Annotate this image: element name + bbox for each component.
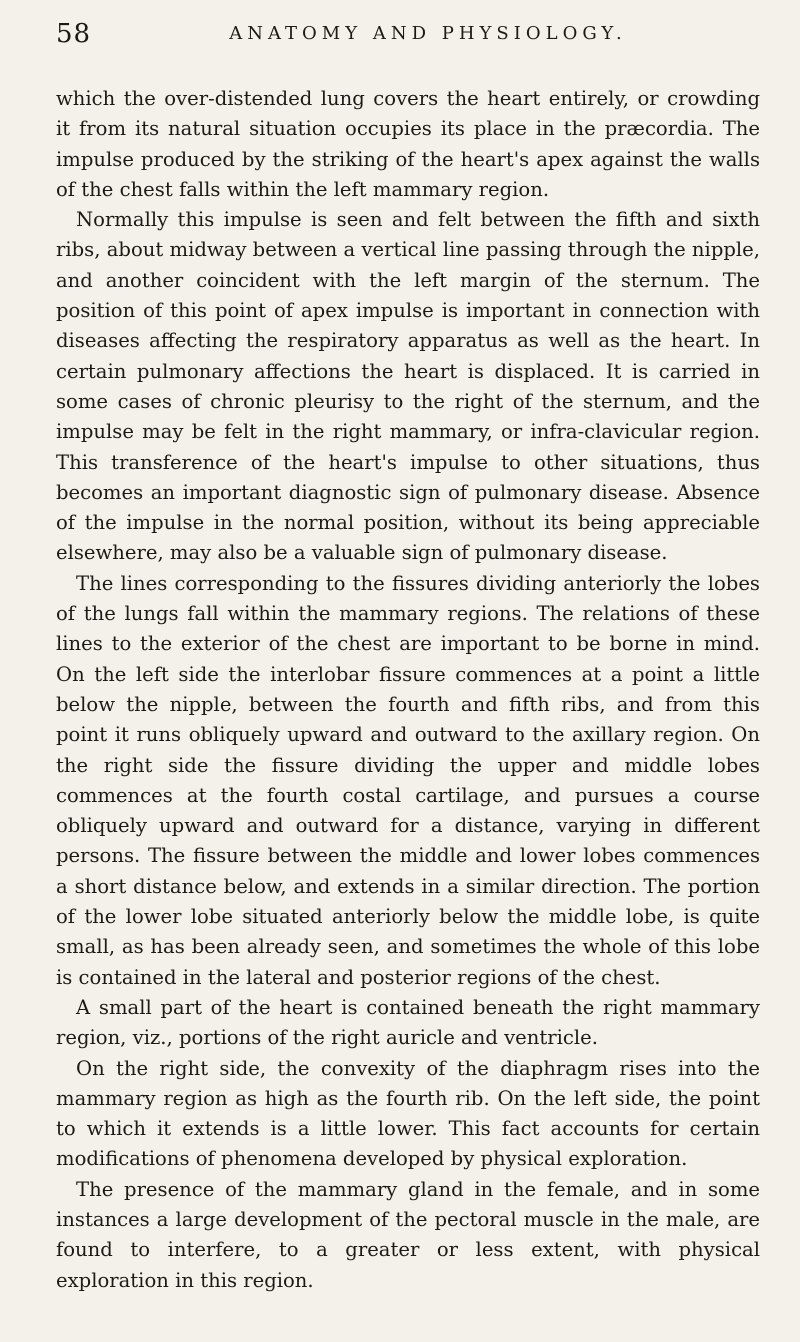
body-text [56, 84, 760, 1296]
paragraph-heart-right-mammary: A small part of the heart is contained beneath the right mammary region, viz., portions of the right auricle and ventricle. [56, 995, 760, 1050]
paragraph-lung-fissures: The lines corresponding to the fissures dividing anteriorly the lobes of the lungs fall within the mammary regions. The relations of these lines to the exterior of the chest are important to be borne in mind. On the left side the interlobar fissure commences at a point a little below the nipple, between the fourth and fifth ribs, and from this point it runs obliquely upward and outward to the axillary region. On the right side the fissure dividing the upper and middle lobes commences at the fourth costal cartilage, and pursues a course obliquely upward and outward for a distance, varying in different persons. The fissure between the middle and lower lobes commences a short distance below, and extends in a similar direction. The portion of the lower lobe situated anteriorly below the middle lobe, is quite small, as has been already seen, and sometimes the whole of this lobe is contained in the lateral and posterior regions of the chest. [56, 571, 760, 989]
paragraph-mammary-gland: The presence of the mammary gland in the female, and in some instances a large development of the pectoral muscle in the male, are found to interfere, to a greater or less extent, with physical exploration in this region. [56, 1177, 760, 1292]
paragraph-diaphragm: On the right side, the convexity of the diaphragm rises into the mammary region as high as the fourth rib. On the left side, the point to which it extends is a little lower. This fact accounts for certain modifications of phenomena developed by physical exploration. [56, 1056, 760, 1171]
running-head [56, 14, 760, 54]
page-number: 58 [56, 19, 92, 49]
paragraph-continuation: which the over-distended lung covers the heart entirely, or crowding it from its natural situation occupies its place in the præcordia. The impulse produced by the striking of the heart's apex against the walls of the chest falls within the left mammary region. [56, 87, 760, 201]
paragraph-apex-impulse: Normally this impulse is seen and felt between the fifth and sixth ribs, about midway between a vertical line passing through the nipple, and another coincident with the left margin of the sternum. The position of this point of apex impulse is important in connection with diseases affecting the respiratory apparatus as well as the heart. In certain pulmonary affections the heart is displaced. It is carried in some cases of chronic pleurisy to the right of the sternum, and the impulse may be felt in the right mammary, or infra-clavicular region. This transference of the heart's impulse to other situations, thus becomes an important diagnostic sign of pulmonary disease. Absence of the impulse in the normal position, without its being appreciable elsewhere, may also be a valuable sign of pulmonary disease. [56, 208, 760, 565]
running-title: ANATOMY AND PHYSIOLOGY. [229, 23, 627, 44]
